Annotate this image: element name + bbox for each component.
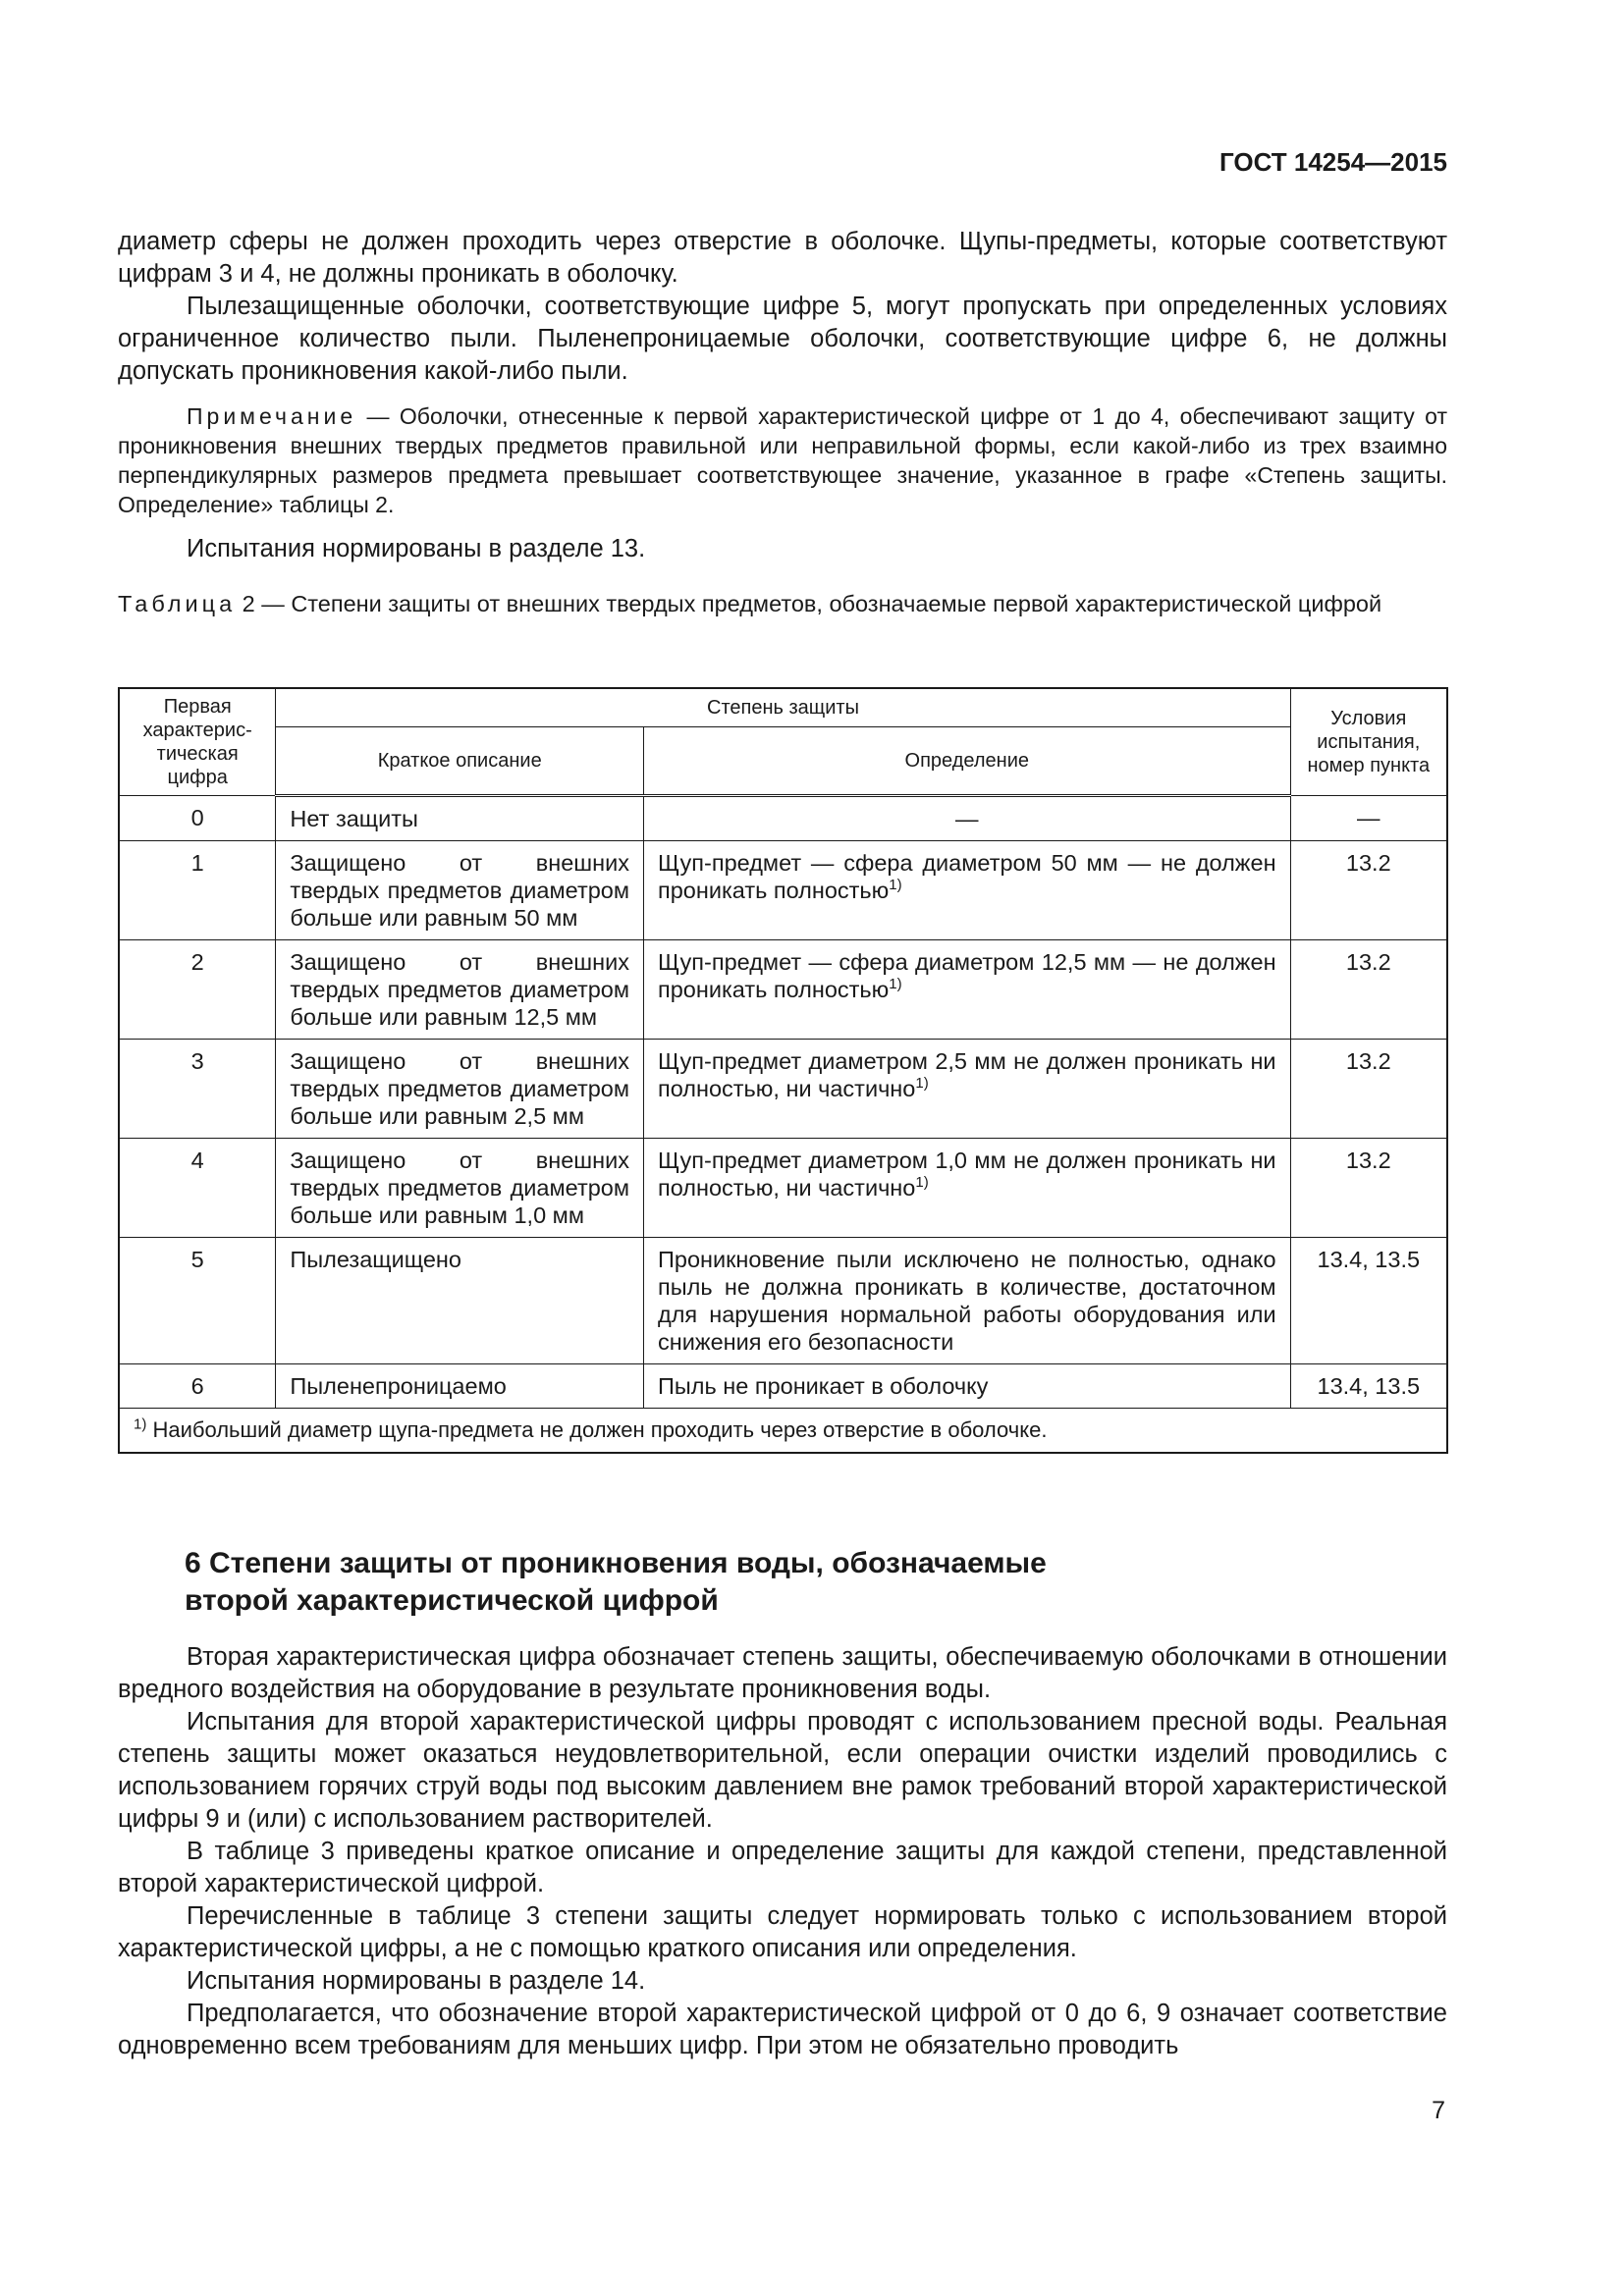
footnote-text: Наибольший диаметр щупа-предмета не должен проходить через отверстие в оболочке.: [146, 1417, 1048, 1442]
table-row: [119, 1238, 1447, 1364]
note-text: — Оболочки, отнесенные к первой характеристической цифре от 1 до 4, обеспечивают защиту от проникновения внешних твердых предметов правильной или неправильной формы, если какой-либо из трех взаимно перпендикулярных размеров предмета превышает соответствующее значение, указанное в графе «Степень защиты. Определение» таблицы 2.: [118, 403, 1447, 517]
cell-definition: Проникновение пыли исключено не полностью, однако пыль не должна проникать в количестве, достаточном для нарушения нормальной работы оборудования или снижения его безопасности: [644, 1238, 1291, 1364]
paragraph: Пылезащищенные оболочки, соответствующие цифре 5, могут пропускать при определенных условиях ограниченное количество пыли. Пыленепроницаемые оболочки, соответствующие цифре 6, не должны допускать проникновения какой-либо пыли.: [118, 293, 1447, 385]
cell-definition: —: [644, 796, 1291, 841]
cell-short: Защищено от внешних твердых предметов диаметром больше или равным 1,0 мм: [276, 1139, 644, 1238]
section-6-title: 6 Степени защиты от проникновения воды, обозначаемые второй характеристической цифрой: [185, 1547, 1047, 1617]
footnote-ref: 1): [915, 1174, 929, 1192]
cell-short: Защищено от внешних твердых предметов диаметром больше или равным 12,5 мм: [276, 940, 644, 1040]
cell-digit: 5: [119, 1238, 276, 1364]
note: [118, 401, 1447, 519]
note-label: Примечание: [187, 403, 357, 429]
paragraph: Испытания нормированы в разделе 13.: [187, 535, 646, 562]
cell-digit: 2: [119, 940, 276, 1040]
cell-test: 13.2: [1290, 1040, 1447, 1139]
table-footnote: [119, 1409, 1447, 1454]
intro-text: [118, 226, 1447, 618]
header-digit: Первая характерис-тическая цифра: [119, 688, 276, 796]
table-2: [118, 687, 1448, 1454]
header-degree: Степень защиты: [276, 688, 1290, 727]
footnote-mark: 1): [134, 1415, 147, 1433]
table-footnote-row: [119, 1409, 1447, 1454]
cell-test: 13.2: [1290, 940, 1447, 1040]
cell-definition: Щуп-предмет диаметром 1,0 мм не должен проникать ни полностью, ни частично$^{1)}$: [644, 1139, 1291, 1238]
footnote-ref: 1): [889, 976, 902, 993]
table-caption-text: 2 — Степени защиты от внешних твердых предметов, обозначаемые первой характеристической цифрой: [236, 591, 1382, 616]
cell-short: Пыленепроницаемо: [276, 1364, 644, 1409]
cell-test: 13.2: [1290, 1139, 1447, 1238]
cell-digit: 4: [119, 1139, 276, 1238]
table-caption-label: Таблица: [118, 591, 237, 616]
paragraph: В таблице 3 приведены краткое описание и определение защиты для каждой степени, представленной второй характеристической цифрой.: [118, 1838, 1447, 1897]
table-row: [119, 1139, 1447, 1238]
paragraph: Испытания нормированы в разделе 14.: [187, 1967, 646, 1995]
paragraph: Вторая характеристическая цифра обозначает степень защиты, обеспечиваемую оболочками в отношении вредного воздействия на оборудование в результате проникновения воды.: [118, 1643, 1447, 1703]
table-row: [119, 1040, 1447, 1139]
table-row: [119, 1364, 1447, 1409]
cell-digit: 3: [119, 1040, 276, 1139]
cell-short: Пылезащищено: [276, 1238, 644, 1364]
cell-digit: 0: [119, 796, 276, 841]
document-header: ГОСТ 14254—2015: [1219, 147, 1447, 177]
cell-definition: Щуп-предмет — сфера диаметром 12,5 мм — не должен проникать полностью$^{1)}$: [644, 940, 1291, 1040]
cell-test: —: [1290, 796, 1447, 841]
table-row: [119, 940, 1447, 1040]
cell-test: 13.4, 13.5: [1290, 1238, 1447, 1364]
footnote-ref: 1): [889, 877, 902, 894]
paragraph: диаметр сферы не должен проходить через отверстие в оболочке. Щупы-предметы, которые соответствуют цифрам 3 и 4, не должны проникать в оболочку.: [118, 228, 1447, 288]
table-row: [119, 841, 1447, 940]
header-short: Краткое описание: [276, 727, 644, 796]
cell-digit: 1: [119, 841, 276, 940]
table-row: [119, 796, 1447, 841]
cell-test: 13.2: [1290, 841, 1447, 940]
header-definition: Определение: [644, 727, 1291, 796]
cell-test: 13.4, 13.5: [1290, 1364, 1447, 1409]
cell-definition: Щуп-предмет диаметром 2,5 мм не должен проникать ни полностью, ни частично$^{1)}$: [644, 1040, 1291, 1139]
cell-short: Нет защиты: [276, 796, 644, 841]
paragraph: Предполагается, что обозначение второй характеристической цифрой от 0 до 6, 9 означает соответствие одновременно всем требованиям для меньших цифр. При этом не обязательно проводить: [118, 2000, 1447, 2059]
paragraph: Испытания для второй характеристической цифры проводят с использованием пресной воды. Реальная степень защиты может оказаться неудовлетворительной, если операции очистки изделий проводились с использованием горячих струй воды под высоким давлением вне рамок требований второй характеристической цифры 9 и (или) с использованием растворителей.: [118, 1708, 1447, 1833]
page-number: 7: [1432, 2097, 1445, 2124]
cell-digit: 6: [119, 1364, 276, 1409]
cell-definition: Щуп-предмет — сфера диаметром 50 мм — не должен проникать полностью$^{1)}$: [644, 841, 1291, 940]
paragraph: Перечисленные в таблице 3 степени защиты следует нормировать только с использованием второй характеристической цифры, а не с помощью краткого описания или определения.: [118, 1902, 1447, 1962]
table-caption: [118, 589, 1447, 618]
cell-short: Защищено от внешних твердых предметов диаметром больше или равным 50 мм: [276, 841, 644, 940]
header-conditions: Условия испытания, номер пункта: [1290, 688, 1447, 796]
cell-definition: Пыль не проникает в оболочку: [644, 1364, 1291, 1409]
cell-short: Защищено от внешних твердых предметов диаметром больше или равным 2,5 мм: [276, 1040, 644, 1139]
footnote-ref: 1): [915, 1075, 929, 1093]
section-6-text: [118, 1641, 1447, 2062]
